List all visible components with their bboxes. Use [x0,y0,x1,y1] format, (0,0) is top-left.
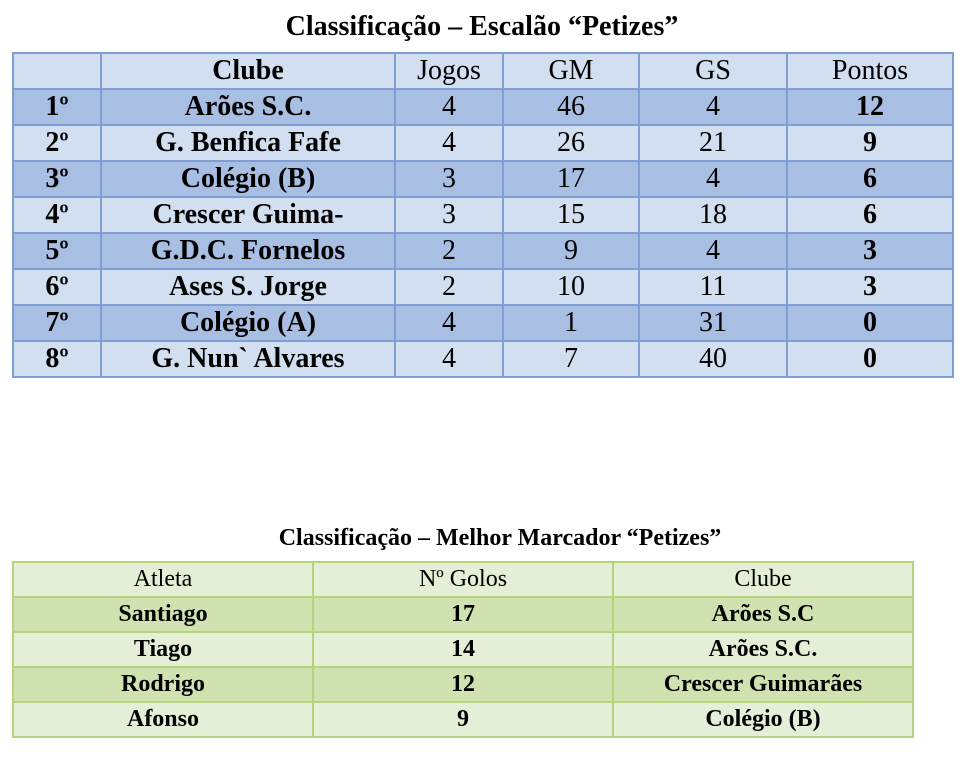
games-cell: 4 [395,305,503,341]
points-cell: 0 [787,305,953,341]
header-games: Jogos [395,53,503,89]
goals-cell: 9 [313,702,613,737]
scorers-row [13,597,913,632]
scorer-club-cell: Crescer Guimarães [613,667,913,702]
goals-cell: 12 [313,667,613,702]
games-cell: 4 [395,341,503,377]
scorers-table [12,561,914,738]
goals-cell: 14 [313,632,613,667]
standings-row [13,341,953,377]
club-cell: Colégio (B) [101,161,395,197]
header-scorer-club: Clube [613,562,913,597]
header-athlete: Atleta [13,562,313,597]
games-cell: 2 [395,233,503,269]
standings-title: Classificação – Escalão “Petizes” [285,11,679,42]
header-club: Clube [101,53,395,89]
games-cell: 3 [395,161,503,197]
goals-conceded-cell: 4 [639,89,787,125]
scorers-title: Classificação – Melhor Marcador “Petizes” [278,525,722,551]
position-cell: 6º [13,269,101,305]
goals-conceded-cell: 11 [639,269,787,305]
standings-row [13,89,953,125]
points-cell: 3 [787,233,953,269]
athlete-cell: Rodrigo [13,667,313,702]
goals-cell: 17 [313,597,613,632]
points-cell: 6 [787,161,953,197]
club-cell: Crescer Guima- [101,197,395,233]
position-cell: 2º [13,125,101,161]
club-cell: G. Benfica Fafe [101,125,395,161]
club-cell: Ases S. Jorge [101,269,395,305]
position-cell: 4º [13,197,101,233]
header-position [13,53,101,89]
scorers-row [13,702,913,737]
points-cell: 12 [787,89,953,125]
position-cell: 1º [13,89,101,125]
header-goals: Nº Golos [313,562,613,597]
goals-scored-cell: 10 [503,269,639,305]
goals-conceded-cell: 4 [639,161,787,197]
goals-conceded-cell: 31 [639,305,787,341]
header-goals-conceded: GS [639,53,787,89]
scorers-row [13,632,913,667]
scorer-club-cell: Colégio (B) [613,702,913,737]
standings-row [13,197,953,233]
goals-conceded-cell: 21 [639,125,787,161]
points-cell: 3 [787,269,953,305]
header-goals-scored: GM [503,53,639,89]
scorers-header-row [13,562,913,597]
points-cell: 0 [787,341,953,377]
club-cell: Arões S.C. [101,89,395,125]
goals-scored-cell: 26 [503,125,639,161]
games-cell: 3 [395,197,503,233]
athlete-cell: Afonso [13,702,313,737]
standings-table [12,52,954,378]
club-cell: Colégio (A) [101,305,395,341]
points-cell: 6 [787,197,953,233]
position-cell: 3º [13,161,101,197]
games-cell: 4 [395,89,503,125]
position-cell: 8º [13,341,101,377]
games-cell: 2 [395,269,503,305]
goals-scored-cell: 46 [503,89,639,125]
standings-row [13,233,953,269]
position-cell: 7º [13,305,101,341]
scorers-row [13,667,913,702]
athlete-cell: Tiago [13,632,313,667]
goals-conceded-cell: 40 [639,341,787,377]
scorer-club-cell: Arões S.C. [613,632,913,667]
standings-row [13,305,953,341]
goals-scored-cell: 7 [503,341,639,377]
goals-conceded-cell: 4 [639,233,787,269]
standings-row [13,161,953,197]
goals-scored-cell: 1 [503,305,639,341]
standings-header-row [13,53,953,89]
goals-scored-cell: 9 [503,233,639,269]
points-cell: 9 [787,125,953,161]
standings-row [13,269,953,305]
club-cell: G. Nun` Alvares [101,341,395,377]
standings-row [13,125,953,161]
games-cell: 4 [395,125,503,161]
goals-scored-cell: 15 [503,197,639,233]
position-cell: 5º [13,233,101,269]
scorer-club-cell: Arões S.C [613,597,913,632]
club-cell: G.D.C. Fornelos [101,233,395,269]
header-points: Pontos [787,53,953,89]
athlete-cell: Santiago [13,597,313,632]
goals-conceded-cell: 18 [639,197,787,233]
goals-scored-cell: 17 [503,161,639,197]
